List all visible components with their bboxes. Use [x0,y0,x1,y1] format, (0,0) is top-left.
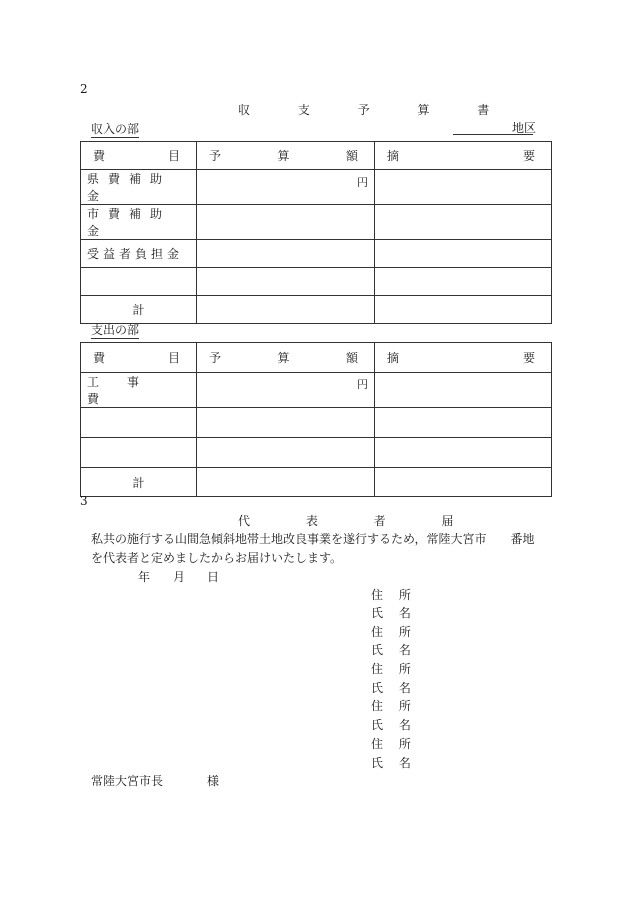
table-row [81,408,552,438]
header-amount: 予 算 額 [197,142,375,170]
date-day: 日 [207,570,220,584]
name-label: 氏 名 [371,756,417,770]
expense-heading: 支出の部 [91,323,140,337]
table-row [81,170,552,205]
header-item: 費 目 [81,343,197,373]
remarks-cell [375,408,552,438]
header-item: 費 目 [81,142,197,170]
remarks-cell [375,205,552,240]
income-row-3-label: 受益者負担金 [87,247,184,261]
expense-row-1-label: 工事費 [87,375,168,406]
remarks-cell [375,170,552,205]
section-3-number: 3 [80,494,88,508]
total-label: 計 [81,296,197,324]
budget-title: 収 支 予 算 書 [238,103,512,117]
remarks-cell [375,373,552,408]
address-label: 住 所 [371,737,417,751]
header-remarks: 摘 要 [375,142,552,170]
amount-cell [197,268,375,296]
remarks-cell [375,240,552,268]
address-label: 住 所 [371,662,417,676]
amount-cell [197,205,375,240]
amount-cell [197,296,375,324]
amount-cell [197,373,375,408]
address-label: 住 所 [371,588,417,602]
amount-cell [197,240,375,268]
expense-table [80,342,552,497]
total-row [81,468,552,497]
amount-cell [197,170,375,205]
income-heading: 収入の部 [91,122,140,136]
row-label [81,205,197,240]
date-year: 年 [138,570,151,584]
row-label [81,438,197,468]
district-label: 地区 [512,121,537,135]
table-row [81,205,552,240]
expense-header-row [81,343,552,373]
name-label: 氏 名 [371,718,417,732]
row-label [81,373,197,408]
income-row-2-label: 市費補助金 [87,207,172,238]
representative-title: 代 表 者 届 [238,514,480,528]
address-label: 住 所 [371,625,417,639]
name-label: 氏 名 [371,606,417,620]
yen-unit: 円 [357,378,368,391]
remarks-cell [375,268,552,296]
body-line-1: 私共の施行する山間急傾斜地帯土地改良事業を遂行するため，常陸大宮市 番地 [91,532,535,546]
total-row [81,296,552,324]
section-2-number: 2 [80,82,88,96]
total-label: 計 [81,468,197,497]
table-row [81,240,552,268]
honorific: 様 [207,774,220,788]
body-line-2: を代表者と定めましたからお届けいたします。 [91,551,343,565]
remarks-cell [375,468,552,497]
income-table [80,141,552,324]
row-label [81,240,197,268]
header-remarks: 摘 要 [375,343,552,373]
row-label [81,408,197,438]
name-label: 氏 名 [371,643,417,657]
table-row [81,268,552,296]
table-row [81,373,552,408]
income-row-1-label: 県費補助金 [87,172,172,203]
address-label: 住 所 [371,699,417,713]
yen-unit: 円 [357,176,368,189]
income-header-row [81,142,552,170]
table-row [81,438,552,468]
header-amount: 予 算 額 [197,343,375,373]
addressee: 常陸大宮市長 [91,774,164,788]
remarks-cell [375,296,552,324]
amount-cell [197,468,375,497]
date-month: 月 [173,570,186,584]
row-label [81,170,197,205]
amount-cell [197,408,375,438]
name-label: 氏 名 [371,681,417,695]
remarks-cell [375,438,552,468]
amount-cell [197,438,375,468]
row-label [81,268,197,296]
